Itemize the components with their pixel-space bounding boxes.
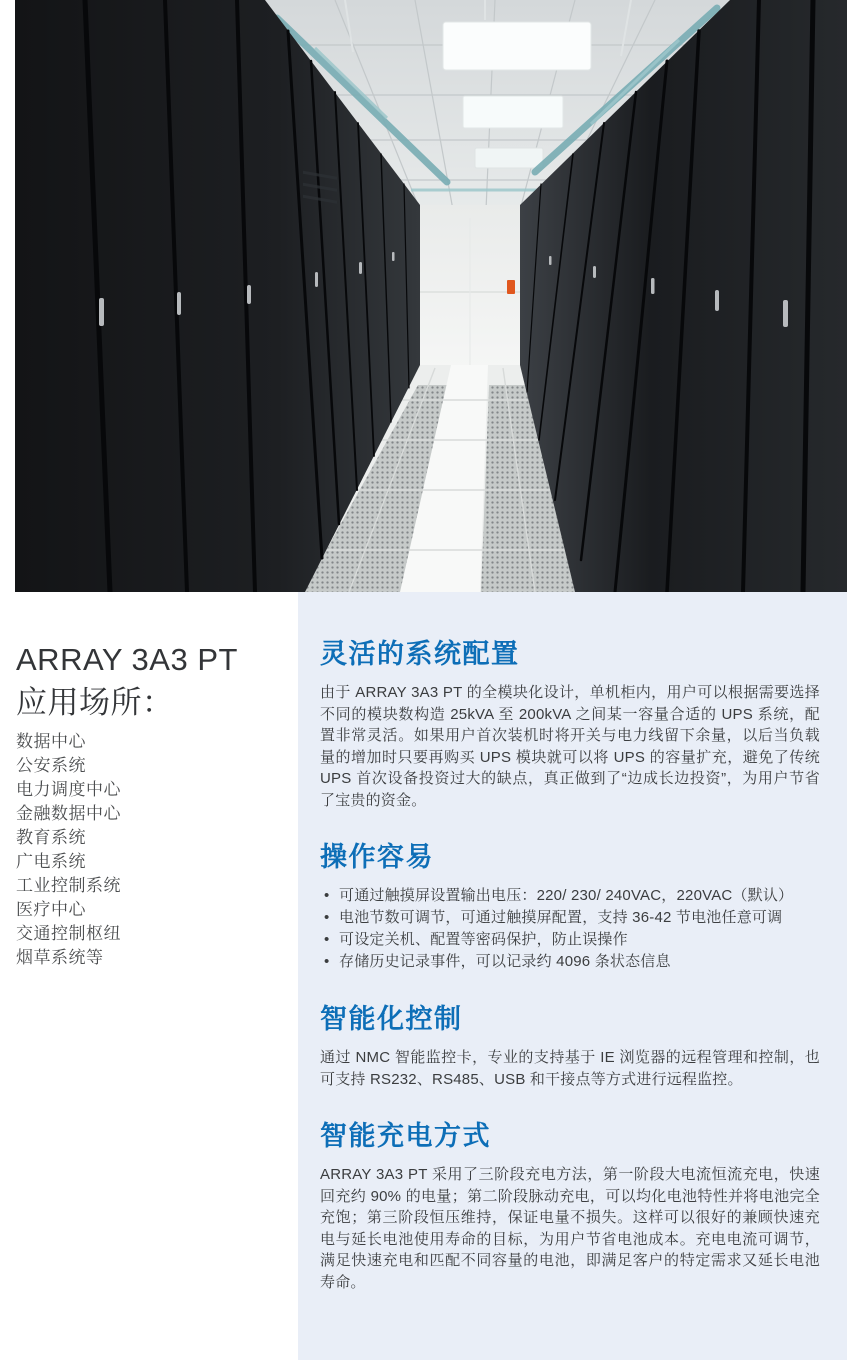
applications-title: [16, 638, 282, 724]
list-item: 公安系统: [16, 756, 86, 775]
list-item: 电力调度中心: [16, 780, 121, 799]
applications-subtitle: 应用场所：: [16, 685, 174, 720]
list-item: 医疗中心: [16, 900, 86, 919]
bullet-item: • 可通过触摸屏设置输出电压：220/ 230/ 240VAC，220VAC（默认）: [320, 885, 820, 907]
list-item: 交通控制枢纽: [16, 924, 121, 943]
list-item: 工业控制系统: [16, 876, 121, 895]
feature-section-smart-charging: [320, 1118, 820, 1293]
section-body: 通过 NMC 智能监控卡，专业的支持基于 IE 浏览器的远程管理和控制，也可支持 RS232、RS485、USB 和干接点等方式进行远程监控。: [320, 1049, 820, 1088]
section-bullet-list: [320, 885, 820, 973]
datacenter-photo: [15, 0, 847, 592]
datacenter-photo-art: [15, 0, 847, 592]
applications-list: [16, 730, 282, 970]
feature-section-flexible-config: [320, 636, 820, 811]
bullet-item: • 存储历史记录事件，可以记录约 4096 条状态信息: [320, 951, 820, 973]
list-item: 金融数据中心: [16, 804, 121, 823]
product-name: ARRAY 3A3 PT: [16, 642, 238, 677]
section-heading: 智能充电方式: [320, 1121, 491, 1151]
list-item: 教育系统: [16, 828, 86, 847]
list-item: 广电系统: [16, 852, 86, 871]
section-heading: 操作容易: [320, 842, 434, 872]
bullet-item: • 可设定关机、配置等密码保护，防止误操作: [320, 929, 820, 951]
features-panel: [298, 592, 847, 1360]
section-body: ARRAY 3A3 PT 采用了三阶段充电方法，第一阶段大电流恒流充电，快速回充约 90% 的电量；第二阶段脉动充电，可以均化电池特性并将电池完全充饱；第三阶段恒压维持，保证电量不损失。这样可以很好的兼顾快速充电与延长电池使用寿命的目标，为用户节省电池成本。充电电流可调节，满足快速充电和匹配不同容量的电池，即满足客户的特定需求又延长电池寿命。: [320, 1166, 820, 1291]
list-item: 数据中心: [16, 732, 86, 751]
bullet-item: • 电池节数可调节，可通过触摸屏配置，支持 36-42 节电池任意可调: [320, 907, 820, 929]
feature-section-intelligent-control: [320, 1001, 820, 1090]
list-item: 烟草系统等: [16, 948, 104, 967]
section-heading: 智能化控制: [320, 1004, 463, 1034]
applications-column: [16, 638, 282, 970]
section-body: 由于 ARRAY 3A3 PT 的全模块化设计，单机柜内，用户可以根据需要选择不同的模块数构造 25kVA 至 200kVA 之间某一容量合适的 UPS 系统，配置非常灵活。如果用户首次装机时将开关与电力线留下余量，以后当负载量的增加时只要再购买 UPS 模块就可以将 UPS 的容量扩充，避免了传统 UPS 首次设备投资过大的缺点，真正做到了“边成长边投资”，为用户节省了宝贵的资金。: [320, 684, 820, 809]
section-heading: 灵活的系统配置: [320, 639, 520, 669]
feature-section-easy-operation: [320, 839, 820, 973]
